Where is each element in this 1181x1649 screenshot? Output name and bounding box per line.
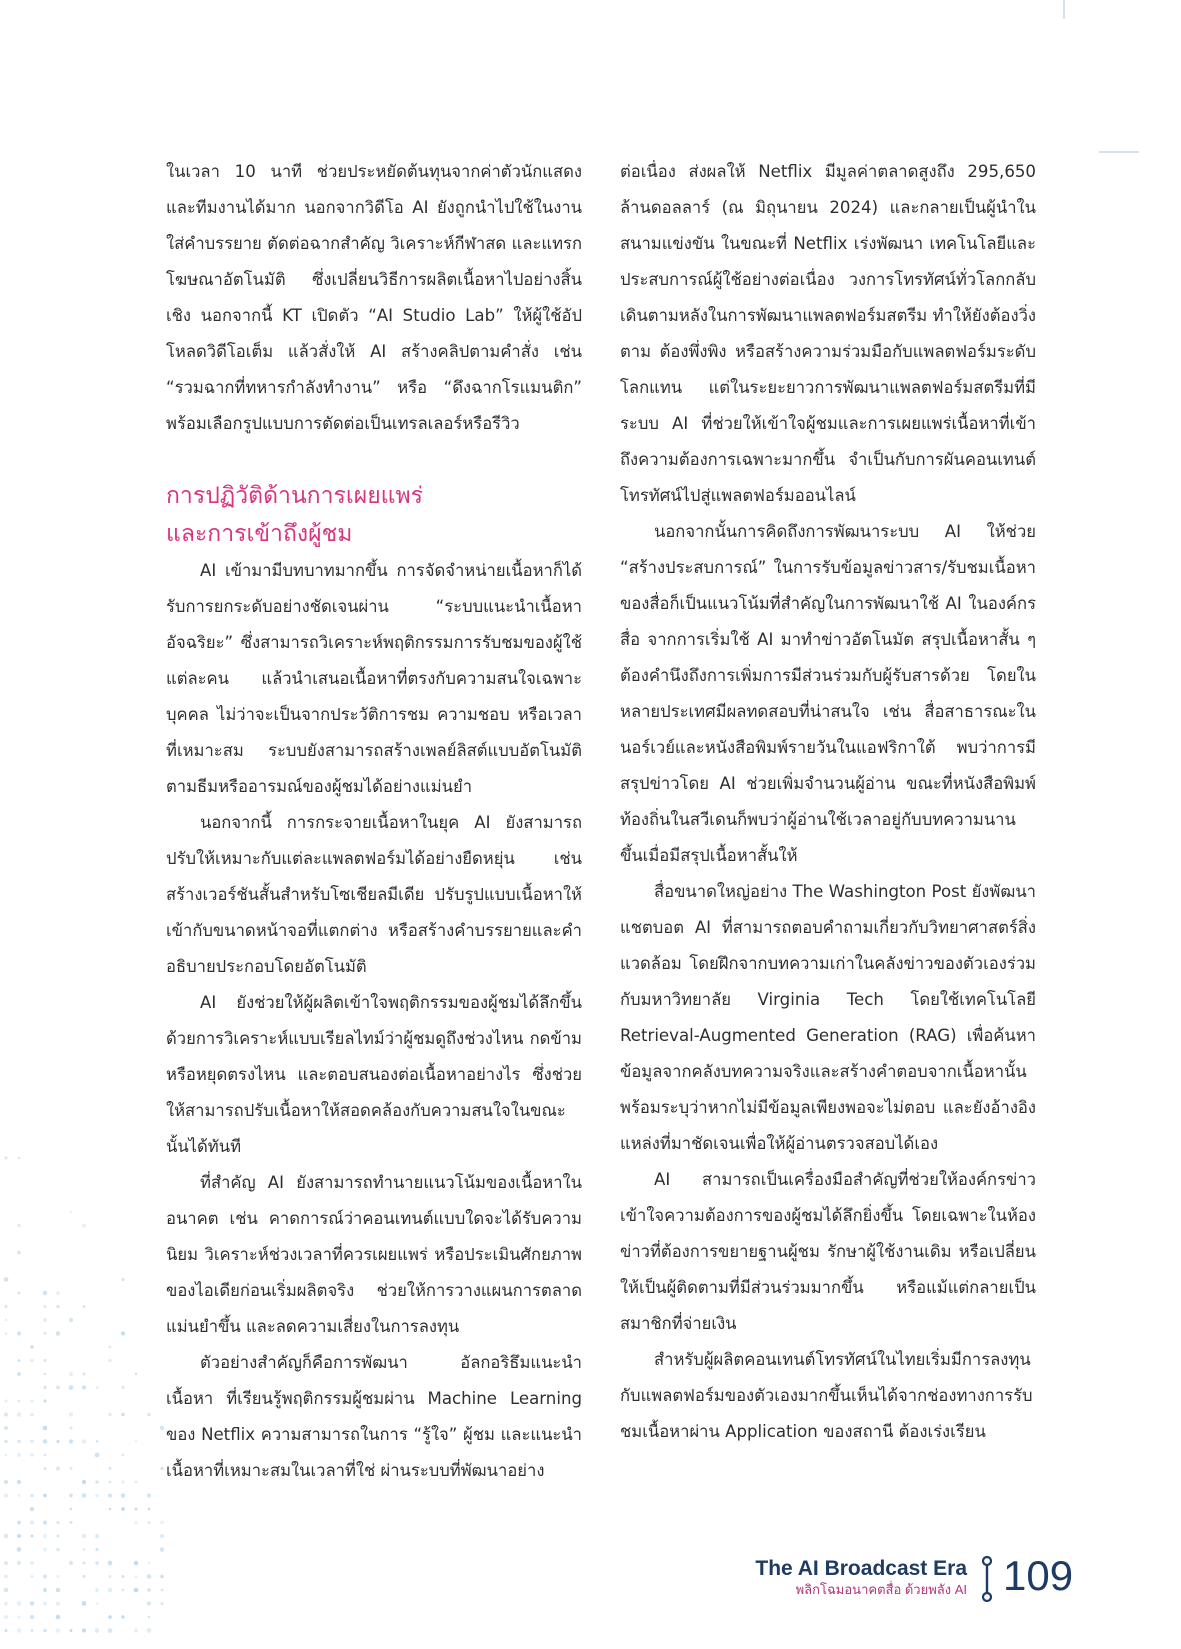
decor-dot: [43, 1520, 47, 1524]
decor-dot: [70, 1629, 73, 1632]
decor-dot: [43, 1359, 46, 1362]
body-paragraph: ตัวอย่างสำคัญก็คือการพัฒนา อัลกอริธึมแนะนำเนื้อหา ที่เรียนรู้พฤติกรรมผู้ชมผ่าน Machine Learning ของ Netflix ความสามารถในการ “รู้ใจ” ผู้ชม และแนะนำเนื้อหาที่เหมาะสมในเวลาที่ใช่ ผ่านระบบที่พัฒนาอย่าง: [166, 1353, 582, 1480]
decor-dot: [96, 1602, 99, 1605]
right-column: [620, 154, 1036, 1450]
decor-dot: [161, 1602, 164, 1605]
body-paragraph: นอกจากนี้ การกระจายเนื้อหาในยุค AI ยังสามารถปรับให้เหมาะกับแต่ละแพลตฟอร์มได้อย่างยืดหยุ่น เช่น สร้างเวอร์ชันสั้นสำหรับโซเชียลมีเดีย ปรับรูปแบบเนื้อหาให้เข้ากับขนาดหน้าจอที่แตกต่าง หรือสร้างคำบรรยายและคำอธิบายประกอบโดยอัตโนมัติ: [166, 813, 582, 976]
decor-dot: [148, 1616, 150, 1618]
decor-dot: [17, 1224, 20, 1227]
decor-dot: [57, 1440, 60, 1443]
body-paragraph: AI สามารถเป็นเครื่องมือสำคัญที่ช่วยให้องค์กรข่าวเข้าใจความต้องการของผู้ชมได้ลึกยิ่งขึ้น โดยเฉพาะในห้องข่าวที่ต้องการขยายฐานผู้ชม รักษาผู้ใช้งานเดิม หรือเปลี่ยนให้เป็นผู้ติดตามที่มีส่วนร่วมมากขึ้น หรือแม้แต่กลายเป็นสมาชิกที่จ่ายเงิน: [620, 1170, 1036, 1333]
decor-dot: [17, 1440, 20, 1443]
decor-dot: [44, 1467, 47, 1470]
decor-dot: [82, 1561, 85, 1564]
decor-dot: [135, 1481, 138, 1484]
decor-dot: [30, 1345, 33, 1348]
decor-dot: [160, 1426, 164, 1430]
decor-dot: [95, 1453, 100, 1458]
decor-dot: [5, 1332, 8, 1335]
decor-dot: [56, 1305, 59, 1308]
body-paragraph: สื่อขนาดใหญ่อย่าง The Washington Post ยังพัฒนาแชตบอต AI ที่สามารถตอบคำถามเกี่ยวกับวิทยาศาสตร์สิ่งแวดล้อม โดยฝึกจากบทความเก่าในคลังข่าวของตัวเองร่วมกับมหาวิทยาลัย Virginia Tech โดยใช้เทคโนโลยี Retrieval-Augmented Generation (RAG) เพื่อค้นหาข้อมูลจากคลังบทความจริงและสร้างคำตอบจากเนื้อหานั้น พร้อมระบุว่าหากไม่มีข้อมูลเพียงพอจะไม่ตอบ และยังอ้างอิงแหล่งที่มาชัดเจนเพื่อให้ผู้อ่านตรวจสอบได้เอง: [620, 882, 1036, 1153]
decor-dot: [135, 1508, 138, 1511]
decor-dot: [108, 1561, 113, 1566]
decor-dot: [148, 1521, 151, 1524]
decor-dot: [82, 1548, 85, 1551]
decor-dot: [43, 1439, 48, 1444]
body-paragraph: AI ยังช่วยให้ผู้ผลิตเข้าใจพฤติกรรมของผู้ชมได้ลึกขึ้นด้วยการวิเคราะห์แบบเรียลไทม์ว่าผู้ชมดูถึงช่วงไหน กดข้ามหรือหยุดตรงไหน และตอบสนองต่อเนื้อหาอย่างไร ซึ่งช่วยให้สามารถปรับเนื้อหาให้สอดคล้องกับความสนใจในขณะนั้นได้ทันที: [166, 993, 582, 1156]
decor-dot: [43, 1426, 48, 1431]
decor-dot: [121, 1575, 124, 1578]
decor-dot: [95, 1480, 99, 1484]
decor-dot: [30, 1561, 34, 1565]
decor-dot: [44, 1373, 46, 1375]
decor-dot: [43, 1602, 47, 1606]
decor-dot: [95, 1588, 99, 1592]
decor-dot: [96, 1440, 98, 1442]
decor-dot: [95, 1561, 99, 1565]
decor-dot: [148, 1508, 151, 1511]
decor-dot: [70, 1508, 73, 1511]
section-heading-line: การปฏิวัติด้านการเผยแพร่: [166, 483, 424, 509]
decor-dot: [109, 1481, 112, 1484]
decor-dot: [56, 1628, 61, 1633]
body-paragraph: ที่สำคัญ AI ยังสามารถทำนายแนวโน้มของเนื้อหาในอนาคต เช่น คาดการณ์ว่าคอนเทนต์แบบใดจะได้รับความนิยม วิเคราะห์ช่วงเวลาที่ควรเผยแพร่ หรือประเมินศักยภาพของไอเดียก่อนเริ่มผลิตจริง ช่วยให้การวางแผนการตลาดแม่นยำขึ้น และลดความเสี่ยงในการลงทุน: [166, 1173, 582, 1336]
decor-dot: [108, 1615, 112, 1619]
decor-dot: [134, 1628, 138, 1632]
decor-dot: [134, 1521, 137, 1524]
decor-dot: [82, 1372, 85, 1375]
decor-dot: [82, 1534, 87, 1539]
decor-dot: [30, 1413, 33, 1416]
section-heading: [166, 477, 582, 553]
decor-dot: [17, 1534, 21, 1538]
decor-dot: [30, 1453, 34, 1457]
decor-dot: [43, 1575, 47, 1579]
decor-dot: [5, 1629, 8, 1632]
decor-dot: [18, 1157, 21, 1160]
decor-dot: [95, 1548, 98, 1551]
decor-dot: [69, 1426, 72, 1429]
decor-dot: [121, 1615, 125, 1619]
decor-dot: [160, 1521, 164, 1525]
decor-dot: [108, 1494, 112, 1498]
decor-dot: [108, 1359, 112, 1363]
decor-dot: [30, 1615, 34, 1619]
decor-dot: [43, 1318, 47, 1322]
decor-dot: [18, 1359, 21, 1362]
decor-dot: [4, 1602, 8, 1606]
body-paragraph: ต่อเนื่อง ส่งผลให้ Netflix มีมูลค่าตลาดสูงถึง 295,650 ล้านดอลลาร์ (ณ มิถุนายน 2024) และกลายเป็นผู้นำในสนามแข่งขัน ในขณะที่ Netflix เร่งพัฒนา เทคโนโลยีและประสบการณ์ผู้ใช้อย่างต่อเนื่อง วงการโทรทัศน์ทั่วโลกกลับเดินตามหลังในการพัฒนาแพลตฟอร์มสตรีม ทำให้ยังต้องวิ่งตาม ต้องพึ่งพิง หรือสร้างความร่วมมือกับแพลตฟอร์มระดับโลกแทน แต่ในระยะยาวการพัฒนาแพลตฟอร์มสตรีมที่มีระบบ AI ที่ช่วยให้เข้าใจผู้ชมและการเผยแพร่เนื้อหาที่เข้าถึงความต้องการเฉพาะมากขึ้น จำเป็นกับการผันคอนเทนต์โทรทัศน์ไปสู่แพลตฟอร์มออนไลน์: [620, 162, 1036, 505]
decor-dot: [4, 1493, 8, 1497]
decor-dot: [44, 1454, 46, 1456]
decor-dot: [4, 1305, 7, 1308]
decor-dot: [160, 1547, 164, 1551]
decor-dot: [147, 1494, 151, 1498]
decor-dot: [70, 1467, 73, 1470]
decor-dot: [82, 1385, 86, 1389]
decor-dot: [17, 1628, 22, 1633]
decor-dot: [109, 1575, 112, 1578]
decor-dot: [108, 1413, 111, 1416]
footer-subtitle: พลิกโฉมอนาคตสื่อ ด้วยพลัง AI: [795, 1582, 967, 1597]
decor-dot: [135, 1440, 137, 1442]
decor-dot: [18, 1494, 21, 1497]
decor-dot: [18, 1400, 21, 1403]
decor-dot: [147, 1588, 150, 1591]
decor-dot: [134, 1561, 138, 1565]
decor-dot: [56, 1548, 60, 1552]
decor-dot: [82, 1439, 86, 1443]
decor-dot: [82, 1628, 86, 1632]
decor-dot: [109, 1508, 112, 1511]
body-paragraph: นอกจากนั้นการคิดถึงการพัฒนาระบบ AI ให้ช่วย “สร้างประสบการณ์” ในการรับข้อมูลข่าวสาร/รับชมเนื้อหาของสื่อก็เป็นแนวโน้มที่สำคัญในการพัฒนาใช้ AI ในองค์กรสื่อ จากการเริ่มใช้ AI มาทำข่าวอัตโนมัต สรุปเนื้อหาสั้น ๆ ต้องคำนึงถึงการเพิ่มการมีส่วนร่วมกับผู้รับสารด้วย โดยในหลายประเทศมีผลทดสอบที่น่าสนใจ เช่น สื่อสาธารณะในนอร์เวย์และหนังสือพิมพ์รายวันในแอฟริกาใต้ พบว่าการมีสรุปข่าวโดย AI ช่วยเพิ่มจำนวนผู้อ่าน ขณะที่หนังสือพิมพ์ท้องถิ่นในสวีเดนก็พบว่าผู้อ่านใช้เวลาอยู่กับบทความนานขึ้นเมื่อมีสรุปเนื้อหาสั้นให้: [620, 522, 1036, 865]
decor-dot: [82, 1224, 86, 1228]
decor-dot: [4, 1440, 7, 1443]
decor-dot: [56, 1466, 60, 1470]
decor-dot: [109, 1346, 112, 1349]
decor-dot: [69, 1494, 73, 1498]
decor-dot: [121, 1331, 125, 1335]
signal-icon: [978, 1555, 996, 1603]
decor-dot: [121, 1278, 124, 1281]
decor-dot: [108, 1628, 113, 1633]
decor-dot: [17, 1601, 22, 1606]
decor-dot: [70, 1211, 73, 1214]
decor-dot: [122, 1589, 125, 1592]
decor-dot: [4, 1561, 7, 1564]
decor-dot: [135, 1575, 137, 1577]
decor-dot: [17, 1372, 21, 1376]
decor-dot: [5, 1319, 7, 1321]
decor-dot: [17, 1331, 21, 1335]
decor-dot: [30, 1494, 33, 1497]
body-paragraph: ในเวลา 10 นาที ช่วยประหยัดต้นทุนจากค่าตัวนักแสดงและทีมงานได้มาก นอกจากวิดีโอ AI ยังถูกนำไปใช้ในงานใส่คำบรรยาย ตัดต่อฉากสำคัญ วิเคราะห์กีฬาสด และแทรกโฆษณาอัตโนมัติ ซึ่งเปลี่ยนวิธีการผลิตเนื้อหาไปอย่างสิ้นเชิง นอกจากนี้ KT เปิดตัว “AI Studio Lab” ให้ผู้ใช้อัปโหลดวิดีโอเต็ม แล้วสั่งให้ AI สร้างคลิปตามคำสั่ง เช่น “รวมฉากที่ทหารกำลังทำงาน” หรือ “ดึงฉากโรแมนติก” พร้อมเลือกรูปแบบการตัดต่อเป็นเทรลเลอร์หรือรีวิว: [166, 162, 582, 433]
decor-dot: [69, 1318, 73, 1322]
decor-dot: [83, 1575, 86, 1578]
decor-dot: [95, 1534, 99, 1538]
decor-dot: [43, 1547, 47, 1551]
decor-dot: [43, 1629, 46, 1632]
decor-dot: [122, 1454, 125, 1457]
decor-dot: [69, 1372, 73, 1376]
decor-dot: [4, 1534, 9, 1539]
margin-accent-line: [1099, 151, 1139, 153]
decor-dot: [44, 1305, 47, 1308]
decor-dot: [122, 1481, 125, 1484]
decor-dot: [147, 1628, 152, 1633]
decor-dot: [30, 1601, 34, 1605]
decor-dot: [4, 1413, 8, 1417]
decor-dot: [56, 1615, 61, 1620]
decor-dot: [43, 1494, 47, 1498]
decor-dot: [17, 1615, 20, 1618]
decor-dot: [31, 1629, 34, 1632]
decor-dot: [69, 1385, 74, 1390]
decor-dot: [108, 1588, 112, 1592]
decor-dot: [4, 1615, 8, 1619]
decor-dot: [69, 1561, 73, 1565]
decor-dot: [147, 1574, 152, 1579]
decor-dot: [43, 1399, 46, 1402]
decor-dot: [4, 1588, 9, 1593]
decor-dot: [43, 1332, 46, 1335]
decor-dot: [4, 1480, 8, 1484]
decor-dot: [56, 1331, 61, 1336]
decor-dot: [4, 1426, 8, 1430]
decor-dot: [83, 1305, 86, 1308]
decor-dot: [43, 1386, 46, 1389]
decor-dot: [135, 1373, 137, 1375]
decor-dot: [17, 1453, 21, 1457]
decor-dot: [160, 1534, 164, 1538]
decor-dot: [147, 1413, 151, 1417]
decor-dot: [4, 1575, 8, 1579]
decor-dot: [30, 1440, 34, 1444]
decor-dot: [160, 1467, 163, 1470]
decor-dot: [43, 1291, 48, 1296]
decor-dot: [69, 1412, 73, 1416]
decor-dot: [57, 1521, 60, 1524]
decor-dot: [18, 1292, 21, 1295]
decor-dot: [82, 1493, 87, 1498]
decor-dot: [57, 1535, 60, 1538]
decor-dot: [121, 1493, 125, 1497]
decor-dot: [17, 1251, 21, 1255]
decor-dot: [121, 1386, 124, 1389]
decor-dot: [5, 1157, 8, 1160]
section-heading-line: และการเข้าถึงผู้ชม: [166, 521, 353, 547]
top-edge-line: [1063, 0, 1065, 19]
dot-pattern-decoration: [0, 1100, 175, 1649]
decor-dot: [31, 1359, 34, 1362]
decor-dot: [121, 1413, 124, 1416]
decor-dot: [30, 1399, 33, 1402]
decor-dot: [31, 1535, 34, 1538]
decor-dot: [43, 1534, 47, 1538]
decor-dot: [147, 1601, 151, 1605]
footer-brand: [755, 1556, 967, 1598]
page-number: 109: [1003, 1552, 1074, 1599]
left-column: [166, 154, 582, 1489]
decor-dot: [17, 1412, 21, 1416]
decor-dot: [31, 1575, 34, 1578]
body-paragraph: สำหรับผู้ผลิตคอนเทนต์โทรทัศน์ในไทยเริ่มมีการลงทุนกับแพลตฟอร์มของตัวเองมากขึ้นเห็นได้จากช่องทางการรับชมเนื้อหาผ่าน Application ของสถานี ต้องเร่งเรียน: [620, 1350, 1033, 1441]
decor-dot: [121, 1507, 125, 1511]
decor-dot: [30, 1507, 34, 1511]
decor-dot: [17, 1521, 21, 1525]
decor-dot: [96, 1386, 99, 1389]
decor-dot: [56, 1386, 60, 1390]
decor-dot: [160, 1575, 164, 1579]
decor-dot: [56, 1291, 59, 1294]
decor-dot: [56, 1601, 60, 1605]
decor-dot: [17, 1480, 21, 1484]
decor-dot: [161, 1589, 164, 1592]
decor-dot: [95, 1494, 99, 1498]
decor-dot: [148, 1562, 151, 1565]
decor-dot: [95, 1628, 99, 1632]
decor-dot: [4, 1399, 7, 1402]
decor-dot: [82, 1480, 86, 1484]
footer-title: The AI Broadcast Era: [755, 1557, 967, 1580]
decor-dot: [5, 1454, 7, 1456]
decor-dot: [134, 1588, 139, 1593]
decor-dot: [56, 1575, 59, 1578]
decor-dot: [82, 1601, 87, 1606]
decor-dot: [56, 1588, 61, 1593]
decor-dot: [43, 1588, 47, 1592]
decor-dot: [4, 1277, 9, 1282]
decor-dot: [69, 1521, 72, 1524]
decor-dot: [30, 1520, 34, 1524]
decor-dot: [69, 1439, 73, 1443]
decor-dot: [17, 1547, 22, 1552]
decor-dot: [17, 1561, 21, 1565]
decor-dot: [108, 1467, 111, 1470]
body-paragraph: AI เข้ามามีบทบาทมากขึ้น การจัดจำหน่ายเนื้อหาก็ได้รับการยกระดับอย่างชัดเจนผ่าน “ระบบแนะนำเนื้อหาอัจฉริยะ” ซึ่งสามารถวิเคราะห์พฤติกรรมการรับชมของผู้ใช้แต่ละคน แล้วนำเสนอเนื้อหาที่ตรงกับความสนใจเฉพาะบุคคล ไม่ว่าจะเป็นจากประวัติการชม ความชอบ หรือเวลาที่เหมาะสม ระบบยังสามารถสร้างเพลย์ลิสต์แบบอัตโนมัติตามธีมหรืออารมณ์ของผู้ชมได้อย่างแม่นยำ: [166, 561, 582, 796]
